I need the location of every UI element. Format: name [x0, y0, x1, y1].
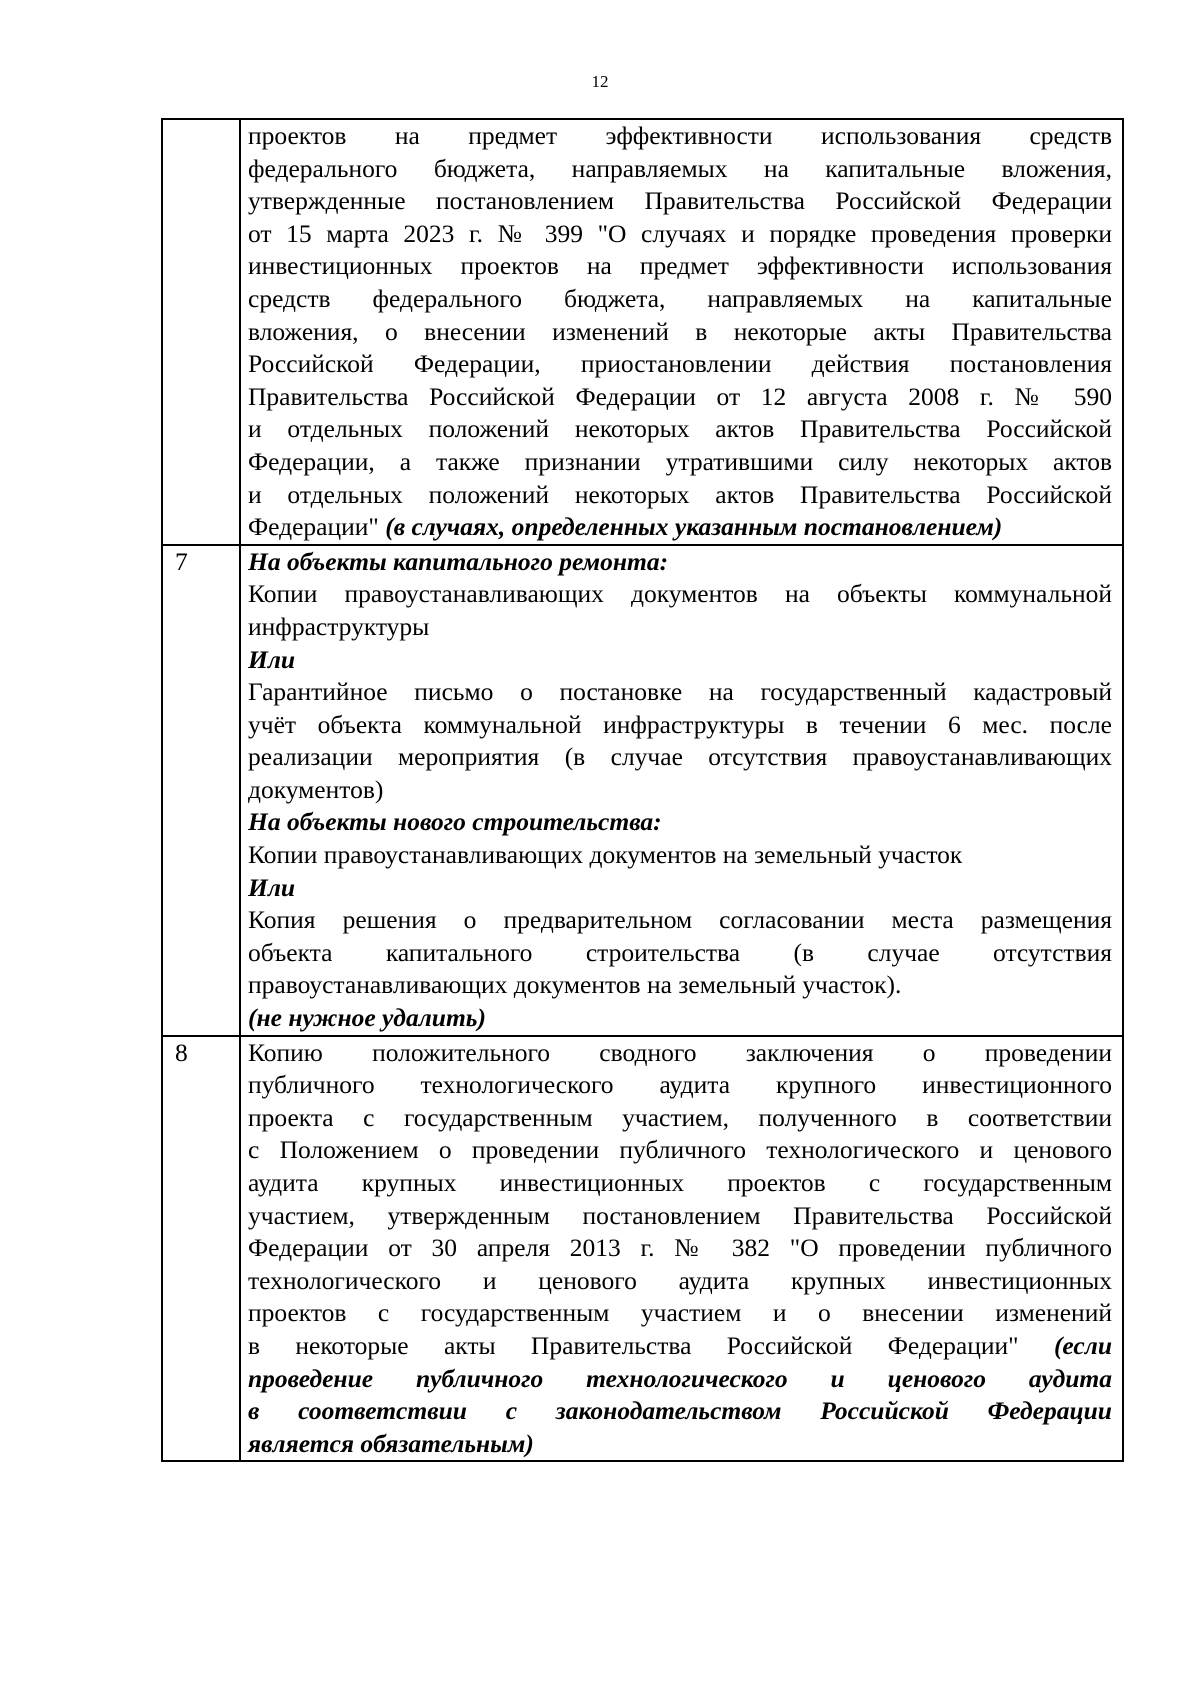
- row-text-cell: [240, 1036, 1123, 1462]
- line-text: и отдельных положений некоторых актов Правительства Российской: [248, 414, 1112, 444]
- emphasized-text: (если: [1053, 1330, 1112, 1360]
- row-number: 8: [175, 1037, 188, 1067]
- text-line: [248, 153, 1112, 186]
- table-row: [162, 119, 1123, 545]
- line-text: публичного технологического аудита крупного инвестиционного: [248, 1070, 1112, 1100]
- line-text: средств федерального бюджета, направляемых на капитальные: [248, 283, 1112, 313]
- text-line: [248, 904, 1112, 937]
- text-line: [248, 546, 1112, 579]
- text-line: [248, 1167, 1112, 1200]
- row-text-cell: [240, 545, 1123, 1036]
- text-line: [248, 1330, 1112, 1363]
- line-text: от 15 марта 2023 г. № 399 "О случаях и порядке проведения проверки: [248, 218, 1112, 248]
- table-row: [162, 545, 1123, 1036]
- line-text: Правительства Российской Федерации от 12 августа 2008 г. № 590: [248, 381, 1112, 411]
- row-number-cell: [162, 545, 240, 1036]
- text-line: [248, 1102, 1112, 1135]
- text-line: [248, 413, 1112, 446]
- text-line: [248, 1037, 1112, 1070]
- requirements-table: [161, 118, 1124, 1462]
- line-text: правоустанавливающих документов на земельный участок).: [248, 970, 902, 1000]
- line-text: Гарантийное письмо о постановке на государственный кадастровый: [248, 677, 1112, 707]
- text-line: [248, 1297, 1112, 1330]
- line-text: в некоторые акты Правительства Российской Федерации": [248, 1330, 1054, 1360]
- text-line: [248, 741, 1112, 774]
- text-line: [248, 644, 1112, 677]
- emphasized-text: Или: [248, 644, 296, 674]
- text-line: [248, 1232, 1112, 1265]
- row-number: 7: [175, 546, 188, 576]
- text-line: [248, 511, 1112, 544]
- text-line: [248, 1363, 1112, 1396]
- line-text: реализации мероприятия (в случае отсутствия правоустанавливающих: [248, 742, 1112, 772]
- emphasized-text: Или: [248, 872, 296, 902]
- line-text: инфраструктуры: [248, 611, 430, 641]
- row-number-cell: [162, 119, 240, 545]
- line-text: документов): [248, 774, 384, 804]
- line-text: Федерации": [248, 512, 386, 542]
- text-line: [248, 381, 1112, 414]
- emphasized-text: На объекты нового строительства:: [248, 807, 662, 837]
- text-line: [248, 316, 1112, 349]
- text-line: [248, 839, 1112, 872]
- text-line: [248, 937, 1112, 970]
- text-line: [248, 774, 1112, 807]
- line-text: Копию положительного сводного заключения о проведении: [248, 1037, 1112, 1067]
- text-line: [248, 479, 1112, 512]
- line-text: Копии правоустанавливающих документов на земельный участок: [248, 840, 963, 870]
- text-line: [248, 611, 1112, 644]
- text-line: [248, 218, 1112, 251]
- line-text: объекта капитального строительства (в случае отсутствия: [248, 937, 1112, 967]
- text-line: [248, 709, 1112, 742]
- text-line: [248, 969, 1112, 1002]
- emphasized-text: (в случаях, определенных указанным постановлением): [385, 512, 1003, 542]
- emphasized-text: проведение публичного технологического и ценового аудита: [248, 1363, 1112, 1393]
- line-text: участием, утвержденным постановлением Правительства Российской: [248, 1200, 1112, 1230]
- text-line: [248, 806, 1112, 839]
- text-line: [248, 185, 1112, 218]
- text-line: [248, 1395, 1112, 1428]
- text-line: [248, 120, 1112, 153]
- text-line: [248, 1200, 1112, 1233]
- line-text: федерального бюджета, направляемых на капитальные вложения,: [248, 153, 1112, 183]
- text-line: [248, 283, 1112, 316]
- row-number-cell: [162, 1036, 240, 1462]
- text-line: [248, 578, 1112, 611]
- line-text: Федерации от 30 апреля 2013 г. № 382 "О проведении публичного: [248, 1233, 1112, 1263]
- line-text: инвестиционных проектов на предмет эффективности использования: [248, 251, 1112, 281]
- text-line: [248, 1428, 1112, 1461]
- line-text: технологического и ценового аудита крупных инвестиционных: [248, 1265, 1112, 1295]
- emphasized-text: На объекты капитального ремонта:: [248, 546, 669, 576]
- line-text: Российской Федерации, приостановлении действия постановления: [248, 349, 1112, 379]
- line-text: Федерации, а также признании утратившими силу некоторых актов: [248, 446, 1112, 476]
- line-text: аудита крупных инвестиционных проектов с государственным: [248, 1168, 1112, 1197]
- emphasized-text: (не нужное удалить): [248, 1003, 486, 1033]
- emphasized-text: в соответствии с законодательством Российской Федерации: [248, 1396, 1112, 1426]
- text-line: [248, 1265, 1112, 1298]
- text-line: [248, 676, 1112, 709]
- line-text: учёт объекта коммунальной инфраструктуры в течении 6 мес. после: [248, 709, 1112, 739]
- line-text: с Положением о проведении публичного технологического и ценового: [248, 1135, 1112, 1165]
- text-line: [248, 1069, 1112, 1102]
- emphasized-text: является обязательным): [248, 1428, 534, 1458]
- text-line: [248, 446, 1112, 479]
- text-line: [248, 348, 1112, 381]
- page-number: 12: [591, 72, 609, 91]
- text-line: [248, 872, 1112, 905]
- table-row: [162, 1036, 1123, 1462]
- line-text: проекта с государственным участием, полученного в соответствии: [248, 1102, 1112, 1132]
- line-text: проектов на предмет эффективности использования средств: [248, 121, 1112, 150]
- text-line: [248, 1134, 1112, 1167]
- line-text: Копии правоустанавливающих документов на объекты коммунальной: [248, 579, 1112, 609]
- line-text: вложения, о внесении изменений в некоторые акты Правительства: [248, 316, 1112, 346]
- line-text: Копия решения о предварительном согласовании места размещения: [248, 905, 1112, 935]
- line-text: утвержденные постановлением Правительства Российской Федерации: [248, 186, 1112, 216]
- text-line: [248, 1002, 1112, 1035]
- row-text-cell: [240, 119, 1123, 545]
- text-line: [248, 250, 1112, 283]
- table-body: [162, 119, 1123, 1461]
- line-text: и отдельных положений некоторых актов Правительства Российской: [248, 479, 1112, 509]
- line-text: проектов с государственным участием и о внесении изменений: [248, 1298, 1112, 1328]
